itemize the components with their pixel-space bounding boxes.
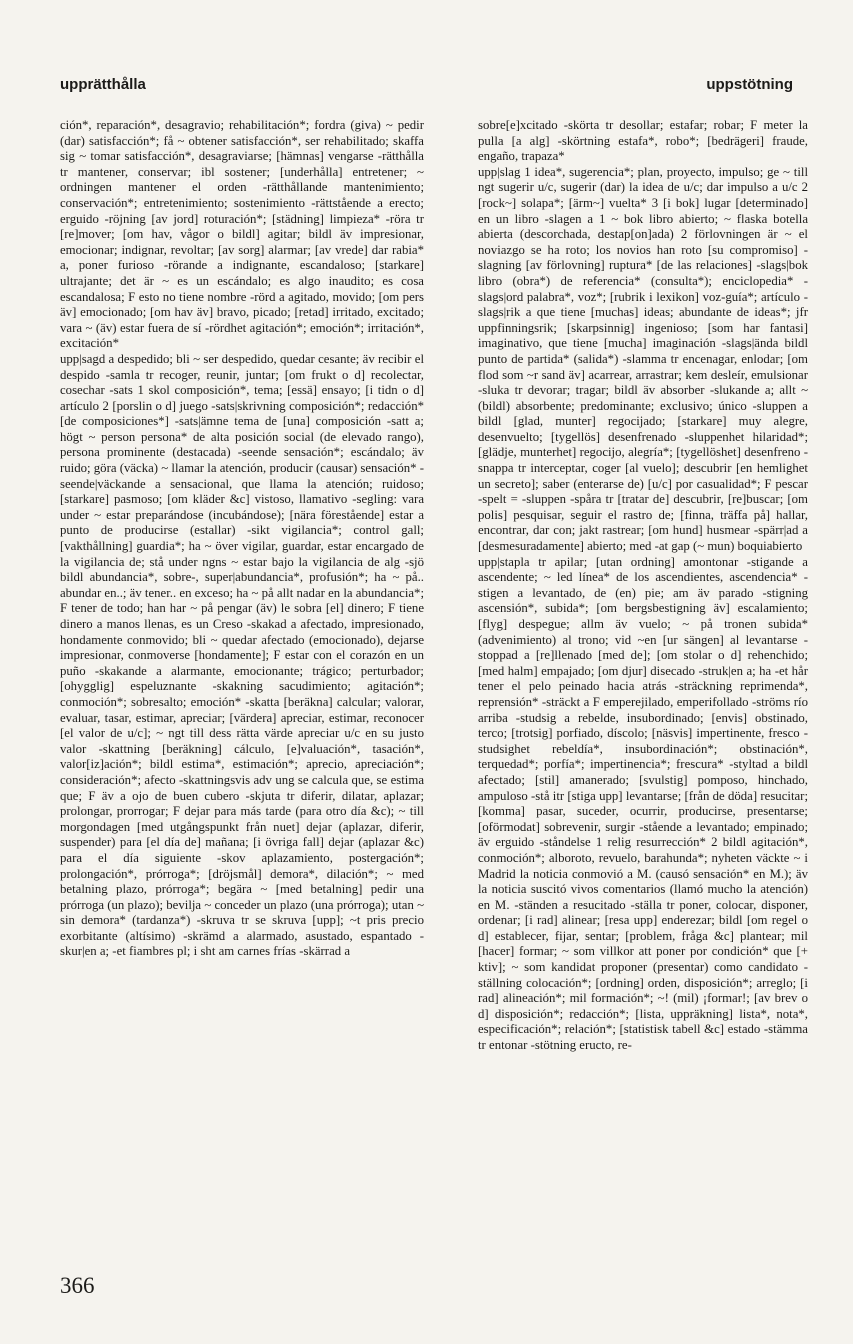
entry-block: upp|sagd a despedido; bli ~ ser despedido, quedar cesante; äv recibir el despido -samla tr recoger, reunir, juntar; [om frukt o d] recolectar, cosechar -sats 1 skol composición*, tema; [essä] ensayo; [i tidn o d] artículo 2 [porslin o d] juego -sats|skrivning composición*; redacción* [de composiciones*] -sats|ämne tema de [una] composición -satt a; högt ~ person persona* de alta posición social (de elevado rango), persona prominente (destacada) -seende sensación*; escándalo; äv ruido; göra (väcka) ~ llamar la atención, producir (causar) sensación* -seende|väckande a sensacional, que llama la atención; ruidoso; [starkare] pasmoso; [om kläder &c] vistoso, llamativo -segling: vara under ~ estar preparándose (incubándose); [nära förestående] estar a punto de producirse (estallar) -sikt vigilancia*; control gall; [vakthållning] guardia*; ha ~ över vigilar, guardar, estar encargado de la vigilancia de; stå under ngns ~ estar bajo la vigilancia de alg -sjö bildl abundancia*, sobre-, super|abundancia*, profusión*; ha ~ på.. abundar en..; äv tener.. en exceso; ha ~ på allt nadar en la abundancia*; F tener de todo; han har ~ på pengar (äv) le sobra [el] dinero; F tiene dinero a manos llenas, es un Creso -skakad a afectado, impresionado, hondamente conmovido; bli ~ quedar afectado (emocionado), dejarse impresionar, conmoverse [hondamente]; F estar con el corazón en un puño -skakande a alarmante, emocionante; trágico; perturbador; [ohygglig] espeluznante -skakning sacudimiento; agitación*; conmoción*; sobresalto; emoción* -skatta [beräkna] calcular; valorar, evaluar, tasar, estimar, apreciar; [värdera] apreciar, estimar, reconocer [el valor de u/c]; ~ ngt till dess rätta värde apreciar u/c en su justo valor -skattning [beräkning] cálculo, [e]valuación*, tasación*, valor[iz]ación*; bildl estima*, estimación*; aprecio, apreciación*; consideración*; afecto -skattningsvis adv ung se calcula que, se estima que; F äv a ojo de buen cubero -skjuta tr diferir, dilatar, aplazar; prolongar, prorrogar; F dejar para más tarde (para otro día &c); ~ till morgondagen [med utgångspunkt från nuet] dejar (aplazar, diferir, suspender) para [el día de] mañana; [i övriga fall] dejar (aplazar &c) para el día siguiente -skov aplazamiento, postergación*; prolongación*, prórroga*; [dröjsmål] demora*, dilación*; ~ med betalning plazo, prórroga*; begära ~ [med betalning] pedir una prórroga (un plazo); bevilja ~ conceder un plazo (una prórroga); utan ~ sin demora* (tardanza*) -skruva tr se skruva [upp]; ~t pris precio exorbitante (altísimo) -skrämd a alarmado, asustado, espantado -skur|en a; -et fiambres pl; i sht am carnes frías -skärrad a	[60, 351, 424, 959]
left-column	[60, 118, 424, 1158]
header-left-guideword: upprätthålla	[60, 76, 146, 93]
entry-block: upp|slag 1 idea*, sugerencia*; plan, proyecto, impulso; ge ~ till ngt sugerir u/c, sugerir (dar) la idea de u/c; dar impulso a u/c 2 [rock~] solapa*; [ärm~] vuelta* 3 [i bok] lugar [determinado] en un libro -slagen a 1 ~ bok libro abierto; ~ flaska botella abierta (descorchada, destap[on]ada) 2 förlovningen är ~ el noviazgo se ha roto; los novios han roto [su compromiso] -slagning [av förlovning] ruptura* [de las relaciones] -slags|bok libro (obra*) de referencia* (consulta*); enciclopedia* -slags|ord palabra*, voz*; [rubrik i lexikon] voz-guía*; artículo -slags|rik a que tiene [muchas] ideas; abundante de ideas*; jfr uppfinningsrik; [skarpsinnig] ingenioso; [som har fantasi] imaginativo, que tiene [mucha] imaginación -slags|ända bildl punto de partida* (salida*) -slamma tr encenagar, enlodar; [om flod som ~r sand äv] acarrear, arrastrar; kem desleír, emulsionar -sluka tr devorar; tragar; bildl äv absorber -slukande a; allt ~ (bildl) absorbente; predominante; exclusivo; único -sluppen a bildl [glad, munter] regocijado; [starkare] muy alegre, desenvuelto; [tygellös] desenfrenado -sluppenhet hilaridad*; [glädje, munterhet] regocijo, alegría*; [tygellöshet] desenfreno -snappa tr interceptar, coger [al vuelo]; descubrir [en hemlighet un secreto]; saber (enterarse de) [u/c] por casualidad*; F pescar -spelt = -sluppen -spåra tr [tratar de] descubrir, [re]buscar; [om polis] pesquisar, seguir el rastro de; [finna, träffa på] hallar, encontrar, dar con; jakt rastrear; [om hund] husmear -spärr|ad a [desmesuradamente] abierto; med -at gap (~ mun) boquiabierto	[478, 164, 808, 554]
header-right-guideword: uppstötning	[706, 76, 793, 93]
running-header	[60, 76, 793, 98]
entry-block: ción*, reparación*, desagravio; rehabilitación*; fordra (giva) ~ pedir (dar) satisfacción*; få ~ obtener satisfacción*, ser rehabilitado; skaffa sig ~ tomar satisfacción*, desagraviarse; [hämnas] vengarse -rätthålla tr mantener, conservar; ibl sostener; [underhålla] entretener; ~ ordningen mantener el orden -rätthållande mantenimiento; conservación*; entretenimiento; sostenimiento -rättstående a erecto; erguido -röjning [av jord] roturación*; [städning] limpieza* -röra tr [re]mover; [om hav, vågor o bildl] agitar; bildl äv impresionar, emocionar; indignar, revoltar; [av sorg] alarmar; [av vrede] dar rabia* a, poner furioso -rörande a indignante, escandaloso; [starkare] ultrajante; det är ~ es un escándalo; es algo inaudito; es cosa escandalosa; F esto no tiene nombre -rörd a agitado, movido; [om pers äv] emocionado; [om hav äv] bravo, picado; [retad] irritado, excitado; vara ~ (äv) estar fuera de sí -rördhet agitación*; emoción*; irritación*, excitación*	[60, 118, 424, 351]
entry-block: upp|stapla tr apilar; [utan ordning] amontonar -stigande a ascendente; ~ led línea* de los ascendientes, ascendencia* -stigen a levantado, de (en) pie; am äv parado -stigning ascensión*, subida*; [om bergsbestigning äv] escalamiento; [flyg] despegue; allm äv vuelo; ~ på tronen subida* (advenimiento) al trono; vid ~en [ur sängen] al levantarse -stoppad a [re]llenado [med de]; [om stolar o d] rehenchido; [med halm] empajado; [om djur] disecado -struk|en a; ha -et hår tener el pelo peinado hacia atrás -sträckning reprimenda*, reprensión* -sträckt a F emperejilado, emperifollado -ströms río arriba -studsig a rebelde, insubordinado; [envis] obstinado, terco; [trotsig] porfiado, díscolo; [näsvis] impertinente, fresco -studsighet rebeldía*, insubordinación*; obstinación*, terquedad*; porfía*; impertinencia*; frescura* -styltad a bildl afectado; [stil] amanerado; [svulstig] pomposo, hinchado, ampuloso -stå itr [stiga upp] levantarse; [från de döda] resucitar; [komma] pasar, suceder, ocurrir, producirse, presentarse; [oförmodat] sobrevenir, surgir -stående a levantado; empinado; äv erguido -ståndelse 1 relig resurrección* 2 bildl agitación*, conmoción*; alboroto, revuelo, barahunda*; nyheten väckte ~ i Madrid la noticia conmovió a M. (causó sensación* en M.); äv la noticia suscitó vivos comentarios (llamó mucho la atención) en M. -ständen a resucitado -ställa tr poner, colocar, disponer, ordenar; [i rad] alinear; [resa upp] enderezar; bildl [om regel o d] establecer, fijar, sentar; [problem, fråga &c] plantear; mil [hacer] formar; ~ som villkor att poner por condición* que [+ ktiv]; ~ som kandidat proponer (presentar) como candidato -ställning colocación*; [ordning] orden, disposición*; arreglo; [i rad] alineación*; mil formación*; ~! (mil) ¡formar!; [av brev o d] disposición*; redacción*; [lista, uppräkning] lista*, nota*, especificación*; relación*; [statistisk tabell &c] estado -stämma tr entonar -stötning eructo, re-	[478, 554, 808, 1053]
right-column	[478, 118, 808, 1158]
page-number: 366	[60, 1273, 95, 1298]
entry-block: sobre[e]xcitado -skörta tr desollar; estafar; robar; F meter la pulla [a alg] -skörtning estafa*, robo*; [bedrägeri] fraude, engaño, trapaza*	[478, 118, 808, 164]
